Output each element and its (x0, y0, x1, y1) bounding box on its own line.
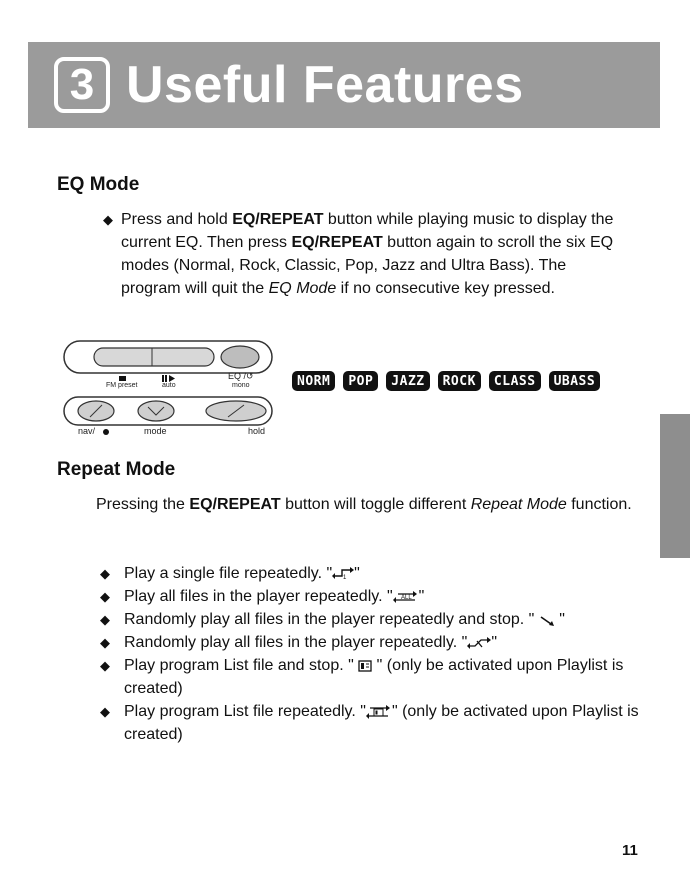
list-item: ◆ Play all files in the player repeatedly. " ALL " (100, 585, 640, 608)
eq-mode-description: ◆ Press and hold EQ/REPEAT button while playing music to display the current EQ. Then press EQ/REPEAT button again to scroll the six EQ modes (Normal, Rock, Classic, Pop, Jazz and Ultra Bass). The program will quit the EQ Mode if no consecutive key pressed. (103, 208, 621, 300)
page-number: 11 (622, 842, 638, 859)
list-item: ◆ Play program List file and stop. " " (only be activated upon Playlist is created) (100, 654, 640, 700)
repeat-mode-heading: Repeat Mode (57, 459, 176, 480)
repeat-all-icon (393, 590, 419, 604)
fm-preset-label: FM preset (106, 382, 138, 389)
repeat-mode-intro: Pressing the EQ/REPEAT button will toggle different Repeat Mode function. (96, 496, 632, 513)
bullet-diamond-icon: ◆ (103, 212, 113, 227)
auto-label: auto (162, 382, 176, 389)
device-illustration (62, 340, 276, 438)
list-item: ◆ Play a single file repeatedly. " 1 " (100, 562, 640, 585)
section-banner (28, 42, 660, 128)
bullet-diamond-icon: ◆ (100, 635, 110, 650)
mode-label: mode (144, 426, 167, 436)
return-arrow-icon: ↺ (246, 371, 254, 381)
mono-label: mono (232, 382, 250, 389)
eq-mode-heading: EQ Mode (57, 174, 140, 195)
eq-jazz-icon: JAZZ (386, 371, 429, 391)
eq-class-icon: CLASS (489, 371, 541, 391)
eq-norm-icon: NORM (292, 371, 335, 391)
list-item: ◆ Play program List file repeatedly. " " (only be activated upon Playlist is created) (100, 700, 640, 746)
hold-label: hold (248, 426, 266, 436)
eq-label: EQ /↺ (228, 371, 254, 381)
side-tab (660, 414, 690, 558)
repeat-one-icon (332, 567, 354, 581)
bullet-diamond-icon: ◆ (100, 658, 110, 673)
program-repeat-icon (366, 705, 392, 719)
section-number: 3 (54, 57, 110, 113)
bullet-diamond-icon: ◆ (100, 566, 110, 581)
shuffle-repeat-icon (467, 636, 491, 650)
eq-pop-icon: POP (343, 371, 378, 391)
section-title: Useful Features (126, 56, 524, 114)
eq-rock-icon: ROCK (438, 371, 481, 391)
program-list-icon (358, 660, 372, 672)
eq-ubass-icon: UBASS (549, 371, 601, 391)
bullet-diamond-icon: ◆ (100, 704, 110, 719)
svg-text:1: 1 (343, 574, 347, 581)
bullet-diamond-icon: ◆ (100, 589, 110, 604)
list-item: ◆ Randomly play all files in the player repeatedly and stop. " " (100, 608, 640, 631)
shuffle-icon (539, 613, 555, 627)
eq-mode-icons (292, 371, 600, 391)
bullet-diamond-icon: ◆ (100, 612, 110, 627)
repeat-mode-list (100, 562, 640, 746)
list-item: ◆ Randomly play all files in the player repeatedly. " " (100, 631, 640, 654)
svg-text:ALL: ALL (400, 594, 412, 601)
device-buttons-diagram (62, 340, 276, 438)
nav-label: nav/ (78, 426, 96, 436)
